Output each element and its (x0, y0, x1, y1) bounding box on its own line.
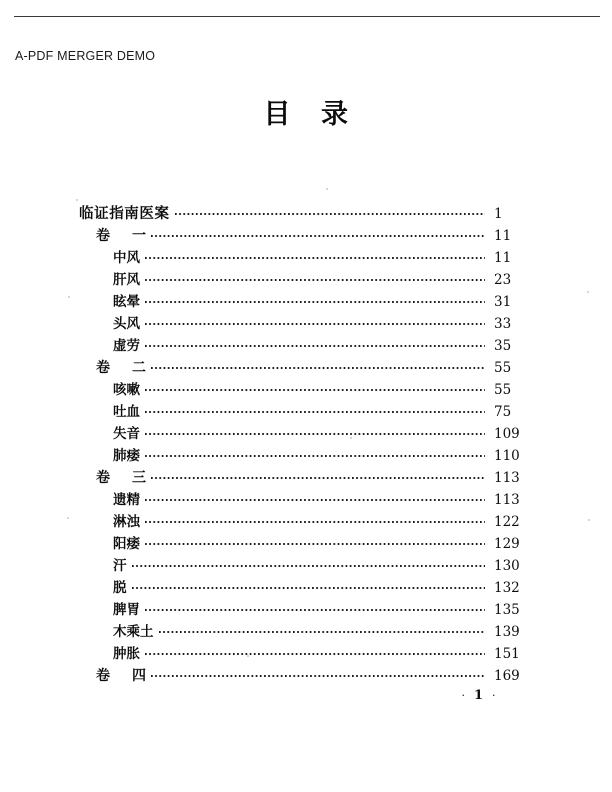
toc-dot-leader (145, 336, 485, 350)
demo-watermark-text: A-PDF MERGER DEMO (15, 49, 156, 63)
toc-volume-word: 卷 (96, 360, 110, 376)
toc-dot-leader (145, 424, 485, 438)
toc-row[interactable] (0, 621, 612, 643)
scan-speckle (76, 199, 78, 201)
page-footer (0, 688, 612, 703)
toc-entry-label: 虚劳 (113, 338, 140, 354)
scan-speckle (67, 517, 69, 519)
page-title-char-2: 录 (321, 99, 349, 130)
toc-page-number: 11 (494, 228, 512, 244)
toc-dot-leader (145, 600, 485, 614)
toc-row[interactable] (0, 533, 612, 555)
page-title-char-1: 目 (263, 99, 291, 130)
toc-dot-leader (175, 204, 485, 218)
toc-row[interactable] (0, 643, 612, 665)
toc-entry-label: 阳痿 (113, 536, 140, 552)
toc-entry-label (96, 467, 150, 489)
toc-row[interactable] (0, 467, 612, 489)
toc-dot-leader (145, 292, 485, 306)
toc-dot-leader (145, 644, 485, 658)
toc-page-number: 11 (494, 250, 512, 266)
footer-page-number: 1 (473, 688, 484, 703)
scan-speckle (247, 655, 249, 657)
toc-volume-word: 卷 (96, 668, 110, 684)
toc-entry-label: 失音 (113, 426, 140, 442)
toc-page-number: 169 (494, 668, 520, 684)
toc-row[interactable] (0, 599, 612, 621)
toc-page-number: 122 (494, 514, 520, 530)
scan-speckle (350, 437, 352, 439)
toc-row[interactable] (0, 269, 612, 291)
toc-entry-label: 头风 (113, 316, 140, 332)
toc-dot-leader (151, 358, 485, 372)
toc-dot-leader (145, 490, 485, 504)
toc-volume-number: 一 (132, 228, 146, 244)
toc-dot-leader (145, 534, 485, 548)
toc-dot-leader (132, 578, 486, 592)
toc-row[interactable] (0, 357, 612, 379)
toc-page-number: 129 (494, 536, 520, 552)
toc-dot-leader (145, 402, 485, 416)
toc-dot-leader (151, 666, 485, 680)
toc-entry-label (96, 225, 150, 247)
scan-speckle (587, 291, 589, 293)
toc-dot-leader (151, 468, 485, 482)
toc-row[interactable] (0, 225, 612, 247)
toc-entry-label (96, 357, 150, 379)
toc-entry-label: 中风 (113, 250, 140, 266)
toc-row[interactable] (0, 489, 612, 511)
toc-dot-leader (145, 512, 485, 526)
toc-page-number: 135 (494, 602, 520, 618)
toc-row[interactable] (0, 379, 612, 401)
toc-row[interactable] (0, 401, 612, 423)
toc-volume-word: 卷 (96, 228, 110, 244)
toc-page-number: 75 (494, 404, 512, 420)
toc-entry-label: 脾胃 (113, 602, 140, 618)
toc-entry-label: 临证指南医案 (79, 205, 170, 222)
toc-dot-leader (159, 622, 486, 636)
toc-volume-number: 四 (132, 668, 146, 684)
toc-entry-label: 淋浊 (113, 514, 140, 530)
toc-page-number: 109 (494, 426, 520, 442)
toc-entry-label: 吐血 (113, 404, 140, 420)
footer-dot-left: · (461, 689, 465, 702)
toc-entry-label: 汗 (113, 558, 127, 574)
toc-page-number: 55 (494, 382, 512, 398)
toc-row[interactable] (0, 313, 612, 335)
toc-entry-label: 肺痿 (113, 448, 140, 464)
toc-row[interactable] (0, 665, 612, 687)
toc-dot-leader (151, 226, 485, 240)
toc-entry-label: 木乘土 (113, 624, 154, 640)
toc-dot-leader (145, 248, 485, 262)
toc-page-number: 139 (494, 624, 520, 640)
toc-row[interactable] (0, 335, 612, 357)
toc-dot-leader (145, 314, 485, 328)
page-title (0, 92, 612, 131)
toc-row[interactable] (0, 203, 612, 225)
toc-entry-label (96, 665, 150, 687)
toc-page-number: 55 (494, 360, 512, 376)
toc-volume-number: 三 (132, 470, 146, 486)
toc-dot-leader (145, 446, 485, 460)
table-of-contents (0, 203, 612, 687)
toc-row[interactable] (0, 445, 612, 467)
toc-volume-word: 卷 (96, 470, 110, 486)
footer-dot-right: · (492, 689, 496, 702)
toc-entry-label: 肿胀 (113, 646, 140, 662)
toc-row[interactable] (0, 423, 612, 445)
toc-page-number: 130 (494, 558, 520, 574)
toc-page-number: 113 (494, 470, 520, 486)
scan-speckle (588, 519, 590, 521)
toc-row[interactable] (0, 577, 612, 599)
scan-speckle (68, 296, 70, 298)
toc-page-number: 110 (494, 448, 520, 464)
toc-page-number: 23 (494, 272, 512, 288)
toc-page-number: 151 (494, 646, 520, 662)
toc-entry-label: 咳嗽 (113, 382, 140, 398)
toc-dot-leader (145, 270, 485, 284)
toc-volume-number: 二 (132, 360, 146, 376)
scan-speckle (326, 188, 328, 190)
toc-row[interactable] (0, 247, 612, 269)
toc-row[interactable] (0, 511, 612, 533)
toc-page-number: 31 (494, 294, 512, 310)
toc-entry-label: 遗精 (113, 492, 140, 508)
toc-page-number: 113 (494, 492, 520, 508)
toc-row[interactable] (0, 555, 612, 577)
toc-row[interactable] (0, 291, 612, 313)
toc-page-number: 35 (494, 338, 512, 354)
toc-dot-leader (145, 380, 485, 394)
toc-page-number: 132 (494, 580, 520, 596)
toc-entry-label: 肝风 (113, 272, 140, 288)
header-rule (14, 16, 600, 17)
toc-entry-label: 眩晕 (113, 294, 140, 310)
toc-dot-leader (132, 556, 486, 570)
toc-page-number: 33 (494, 316, 512, 332)
toc-entry-label: 脱 (113, 580, 127, 596)
toc-page-number: 1 (494, 206, 503, 222)
